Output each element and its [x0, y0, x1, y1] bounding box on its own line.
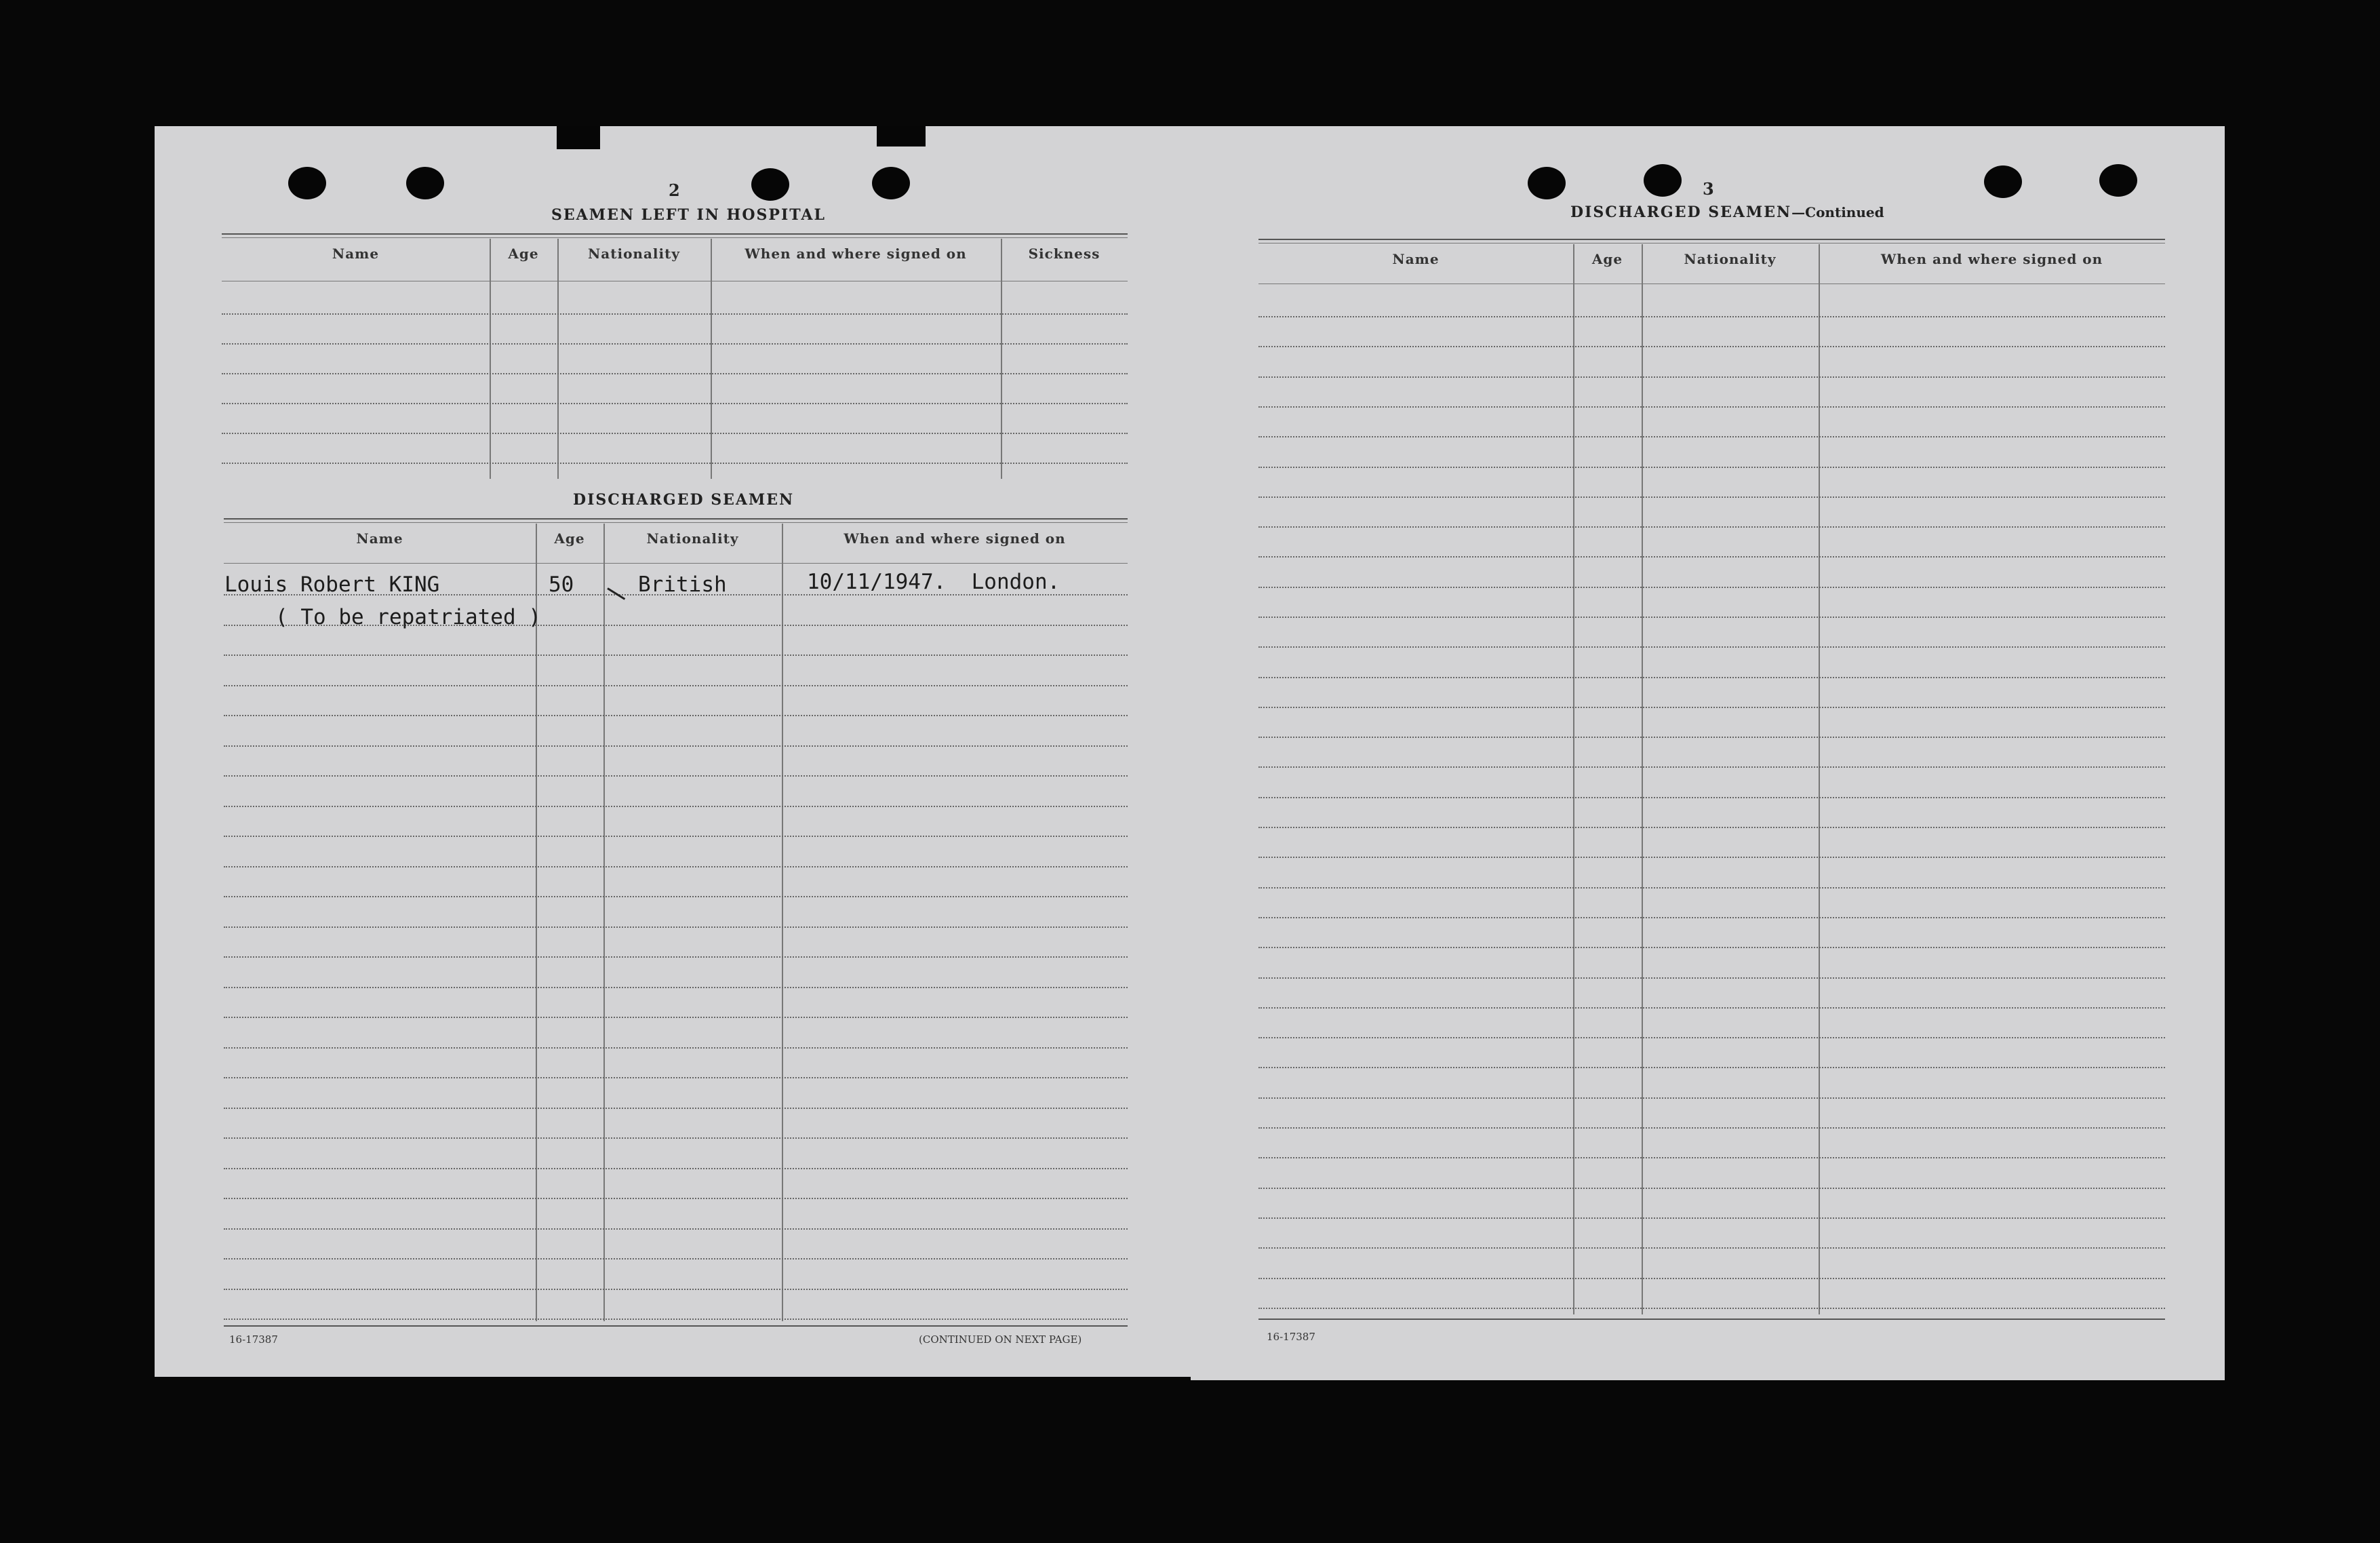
row-line [224, 745, 1128, 747]
column-header: Name [1392, 251, 1440, 267]
table-bottom-rule [224, 1325, 1128, 1327]
page-number: 2 [669, 180, 680, 200]
row-line [224, 1228, 1128, 1230]
column-header: Age [1591, 251, 1623, 267]
row-line [1258, 1278, 2165, 1279]
hospital-section-title: SEAMEN LEFT IN HOSPITAL [551, 206, 826, 224]
row-line [1258, 1037, 2165, 1038]
row-line [224, 806, 1128, 807]
row-line [1258, 376, 2165, 378]
row-line [1258, 1127, 2165, 1129]
torn-edge [557, 126, 600, 149]
row-line [224, 896, 1128, 897]
punch-hole [1644, 164, 1682, 197]
punch-hole [2099, 164, 2137, 197]
right-page [1191, 126, 2225, 1380]
row-line [1258, 827, 2165, 828]
punch-hole [406, 167, 444, 199]
row-line [222, 433, 1128, 434]
seaman-age: 50 [549, 572, 574, 597]
seaman-note: ( To be repatriated ) [275, 605, 541, 629]
row-line [1258, 587, 2165, 588]
row-line [224, 1077, 1128, 1078]
column-divider [536, 524, 537, 1321]
row-line [1258, 707, 2165, 708]
column-divider [782, 524, 783, 1321]
row-line [224, 836, 1128, 837]
column-header: Sickness [1028, 246, 1100, 262]
column-divider [603, 524, 605, 1321]
row-line [1258, 1097, 2165, 1099]
row-line [1258, 977, 2165, 979]
row-line [1258, 1188, 2165, 1189]
column-header: Nationality [646, 530, 739, 547]
title-suffix: —Continued [1791, 204, 1884, 220]
row-line [1258, 797, 2165, 798]
table-bottom-rule [1258, 1319, 2165, 1320]
table-top-rule [224, 522, 1128, 523]
row-line [224, 1047, 1128, 1049]
column-header: Name [332, 246, 380, 262]
row-line [1258, 947, 2165, 948]
row-line [224, 1108, 1128, 1109]
torn-edge [877, 126, 926, 147]
title-main: DISCHARGED SEAMEN [1570, 203, 1792, 221]
seaman-nationality: British [638, 572, 727, 597]
column-divider [1642, 244, 1643, 1314]
table-top-rule [224, 518, 1128, 520]
continued-note: (CONTINUED ON NEXT PAGE) [919, 1333, 1082, 1346]
row-line [1258, 1007, 2165, 1009]
row-line [1258, 646, 2165, 648]
table-top-rule [222, 233, 1128, 235]
row-line [224, 1319, 1128, 1320]
row-line [1258, 766, 2165, 768]
punch-hole [872, 167, 910, 199]
punch-hole [1984, 165, 2022, 198]
column-header: Age [508, 246, 539, 262]
row-line [222, 373, 1128, 374]
column-divider [1819, 244, 1820, 1314]
column-divider [557, 239, 559, 479]
column-header: Nationality [1684, 251, 1777, 267]
row-line [222, 403, 1128, 404]
seaman-name: Louis Robert KING [224, 572, 440, 597]
punch-hole [751, 168, 789, 201]
column-header: When and where signed on [1880, 251, 2103, 267]
column-header: Nationality [588, 246, 680, 262]
row-line [1258, 917, 2165, 918]
row-line [224, 1198, 1128, 1199]
page-number: 3 [1703, 179, 1714, 199]
row-line [1258, 316, 2165, 317]
row-line [1258, 496, 2165, 498]
row-line [224, 1258, 1128, 1259]
row-line [224, 655, 1128, 656]
row-line [1258, 346, 2165, 347]
column-divider [490, 239, 491, 479]
row-line [224, 1289, 1128, 1290]
row-line [224, 956, 1128, 958]
row-line [222, 343, 1128, 345]
row-line [224, 775, 1128, 777]
row-line [1258, 406, 2165, 408]
column-divider [1001, 239, 1002, 479]
row-line [224, 1017, 1128, 1018]
column-header: Age [554, 530, 585, 547]
row-line [1258, 436, 2165, 437]
table-top-rule [1258, 239, 2165, 240]
header-rule [224, 563, 1128, 564]
seaman-signed-on: 10/11/1947. London. [807, 570, 1060, 594]
row-line [1258, 526, 2165, 528]
row-line [1258, 1157, 2165, 1158]
punch-hole [1528, 167, 1566, 199]
row-line [224, 1168, 1128, 1169]
discharged-section-title: DISCHARGED SEAMEN [573, 491, 795, 509]
row-line [224, 866, 1128, 867]
column-header: Name [356, 530, 403, 547]
punch-hole [288, 167, 326, 199]
row-line [1258, 1217, 2165, 1219]
column-divider [1573, 244, 1574, 1314]
row-line [224, 1137, 1128, 1139]
row-line [222, 313, 1128, 315]
row-line [1258, 737, 2165, 738]
row-line [224, 987, 1128, 988]
row-line [1258, 1067, 2165, 1068]
row-line [222, 463, 1128, 464]
row-line [1258, 1247, 2165, 1249]
row-line [1258, 857, 2165, 858]
row-line [1258, 677, 2165, 678]
row-line [224, 715, 1128, 716]
row-line [1258, 617, 2165, 618]
table-top-rule [222, 237, 1128, 238]
row-line [1258, 887, 2165, 888]
row-line [1258, 1308, 2165, 1309]
row-line [1258, 467, 2165, 468]
right-section-title [1570, 203, 1884, 221]
row-line [224, 926, 1128, 928]
column-header: When and where signed on [745, 246, 967, 262]
column-divider [711, 239, 712, 479]
row-line [224, 685, 1128, 686]
column-header: When and where signed on [844, 530, 1066, 547]
form-number: 16-17387 [1267, 1331, 1315, 1343]
row-line [1258, 556, 2165, 558]
left-page [155, 126, 1191, 1377]
form-number: 16-17387 [229, 1333, 278, 1346]
